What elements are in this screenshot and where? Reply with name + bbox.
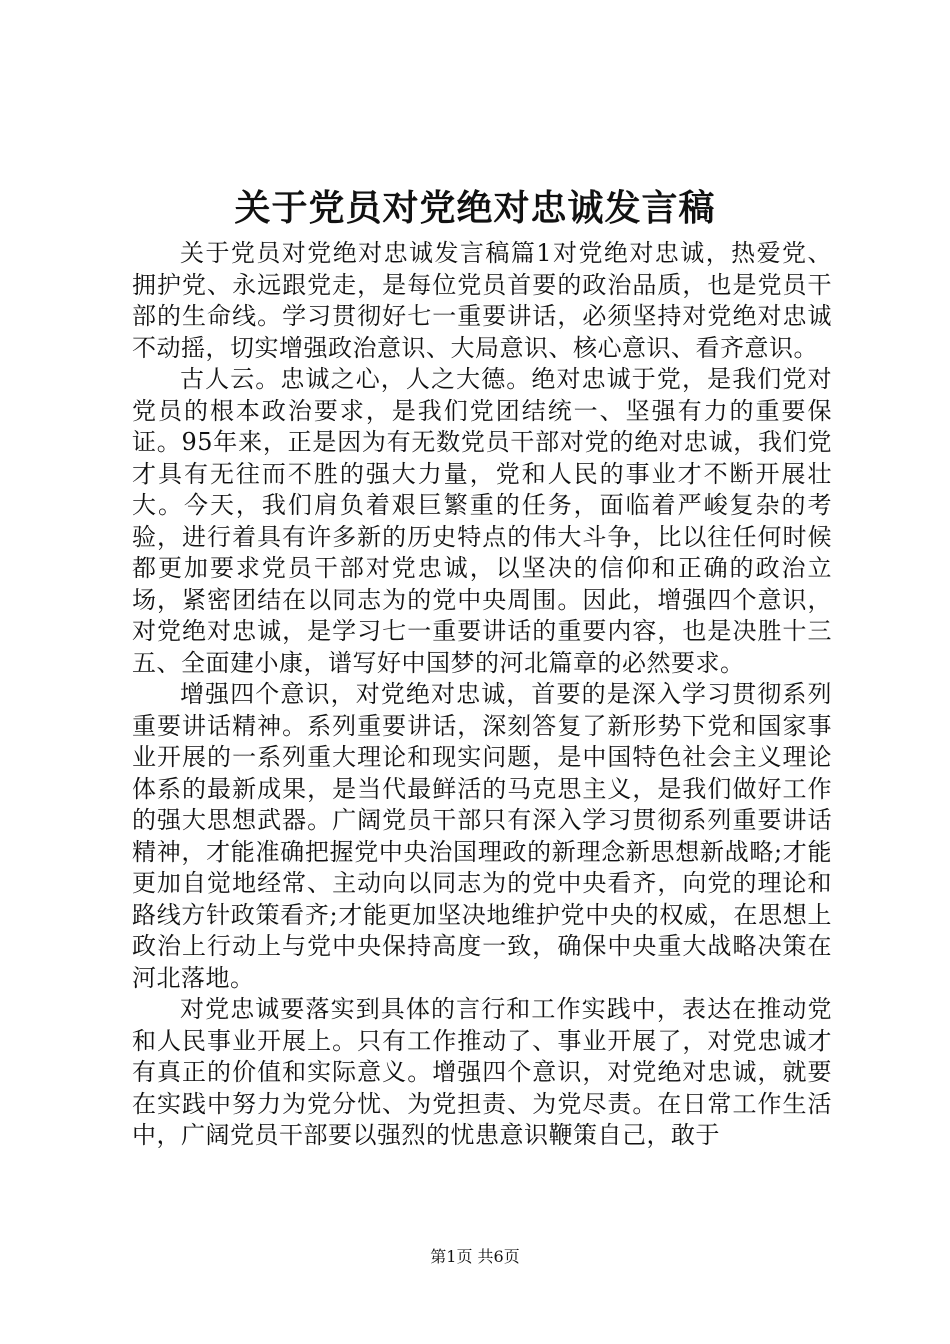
paragraph-3: 增强四个意识，对党绝对忠诚，首要的是深入学习贯彻系列重要讲话精神。系列重要讲话，深刻答复了新形势下党和国家事业开展的一系列重大理论和现实问题，是中国特色社会主义理论体系的最新成果，是当代最鲜活的马克思主义，是我们做好工作的强大思想武器。广阔党员干部只有深入学习贯彻系列重要讲话精神，才能准确把握党中央治国理政的新理念新思想新战略;才能更加自觉地经常、主动向以同志为的党中央看齐，向党的理论和路线方针政策看齐;才能更加坚决地维护党中央的权威，在思想上政治上行动上与党中央保持高度一致，确保中央重大战略决策在河北落地。	[132, 680, 832, 992]
document-body	[132, 238, 832, 1152]
document-title: 关于党员对党绝对忠诚发言稿	[234, 187, 716, 229]
page-footer: 第1页 共6页	[430, 1247, 520, 1266]
paragraph-1: 关于党员对党绝对忠诚发言稿篇1对党绝对忠诚，热爱党、拥护党、永远跟党走，是每位党员首要的政治品质，也是党员干部的生命线。学习贯彻好七一重要讲话，必须坚持对党绝对忠诚不动摇，切实增强政治意识、大局意识、核心意识、看齐意识。	[132, 239, 832, 362]
paragraph-4: 对党忠诚要落实到具体的言行和工作实践中，表达在推动党和人民事业开展上。只有工作推动了、事业开展了，对党忠诚才有真正的价值和实际意义。增强四个意识，对党绝对忠诚，就要在实践中努力为党分忧、为党担责、为党尽责。在日常工作生活中，广阔党员干部要以强烈的忧患意识鞭策自己，敢于	[132, 995, 832, 1149]
paragraph-2: 古人云。忠诚之心，人之大德。绝对忠诚于党，是我们党对党员的根本政治要求，是我们党团结统一、坚强有力的重要保证。95年来，正是因为有无数党员干部对党的绝对忠诚，我们党才具有无往而不胜的强大力量，党和人民的事业才不断开展壮大。今天，我们肩负着艰巨繁重的任务，面临着严峻复杂的考验，进行着具有许多新的历史特点的伟大斗争，比以往任何时候都更加要求党员干部对党忠诚，以坚决的信仰和正确的政治立场，紧密团结在以同志为的党中央周围。因此，增强四个意识，对党绝对忠诚，是学习七一重要讲话的重要内容，也是决胜十三五、全面建小康，谱写好中国梦的河北篇章的必然要求。	[132, 365, 832, 677]
